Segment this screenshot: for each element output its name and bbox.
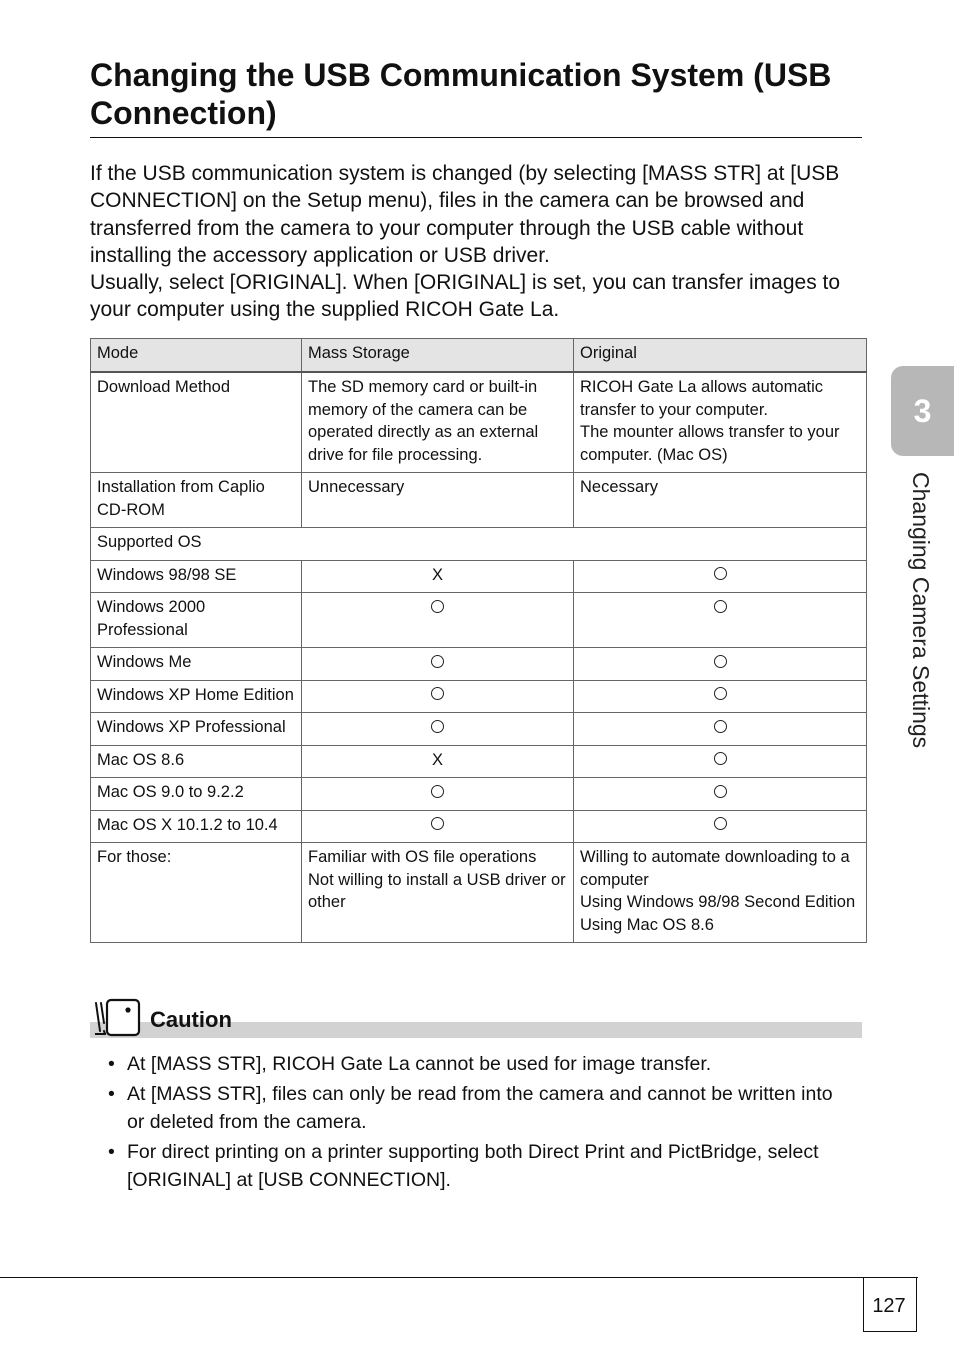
table-row-os xyxy=(91,713,867,746)
mass-storage-support xyxy=(302,745,574,778)
supported-circle-icon xyxy=(714,655,727,668)
supported-circle-icon xyxy=(431,720,444,733)
header-mass-storage: Mass Storage xyxy=(302,339,574,373)
mass-storage-support xyxy=(302,560,574,593)
mass-storage-support xyxy=(302,778,574,811)
os-name: Mac OS X 10.1.2 to 10.4 xyxy=(91,810,302,843)
supported-circle-icon xyxy=(714,720,727,733)
table-row-os xyxy=(91,745,867,778)
mass-storage-support xyxy=(302,648,574,681)
os-name: Windows XP Professional xyxy=(91,713,302,746)
page-title: Changing the USB Communication System (USB Connection) xyxy=(90,57,832,131)
original-support xyxy=(574,745,867,778)
original-support xyxy=(574,560,867,593)
supported-circle-icon xyxy=(431,687,444,700)
table-row-supported-os xyxy=(91,528,867,561)
supported-circle-icon xyxy=(714,752,727,765)
footer-rule xyxy=(0,1277,918,1278)
supported-circle-icon xyxy=(431,785,444,798)
os-name: Windows Me xyxy=(91,648,302,681)
supported-circle-icon xyxy=(714,567,727,580)
original-line: The mounter allows transfer to your computer. (Mac OS) xyxy=(580,423,840,464)
row-label: Download Method xyxy=(91,372,302,473)
caution-label: Caution xyxy=(150,1007,232,1032)
mass-storage-cell: The SD memory card or built-in memory of the camera can be operated directly as an external drive for file processing. xyxy=(302,372,574,473)
os-rows xyxy=(91,560,867,843)
unsupported-mark: X xyxy=(431,565,443,584)
row-label: Installation from Caplio CD-ROM xyxy=(91,473,302,528)
row-label: For those: xyxy=(91,843,302,943)
table-row-os xyxy=(91,560,867,593)
os-name: Windows XP Home Edition xyxy=(91,680,302,713)
usb-mode-comparison-table xyxy=(90,338,867,943)
table-row-download-method xyxy=(91,372,867,473)
mass-storage-support xyxy=(302,680,574,713)
mass-storage-cell: Unnecessary xyxy=(302,473,574,528)
supported-circle-icon xyxy=(431,817,444,830)
supported-circle-icon xyxy=(714,600,727,613)
mass-storage-support xyxy=(302,713,574,746)
caution-list xyxy=(108,1050,848,1196)
supported-os-label: Supported OS xyxy=(91,528,867,561)
page-number: 127 xyxy=(872,1295,906,1317)
supported-circle-icon xyxy=(431,655,444,668)
table-row-installation xyxy=(91,473,867,528)
mass-storage-support xyxy=(302,593,574,648)
original-line: Using Mac OS 8.6 xyxy=(580,915,714,934)
original-line: Willing to automate downloading to a computer xyxy=(580,848,850,889)
os-name: Mac OS 8.6 xyxy=(91,745,302,778)
mass-line: Familiar with OS file operations xyxy=(308,848,537,866)
caution-item: • For direct printing on a printer supporting both Direct Print and PictBridge, select [ORIGINAL] at [USB CONNECTION]. xyxy=(108,1138,848,1195)
caution-item: • At [MASS STR], files can only be read from the camera and cannot be written into or deleted from the camera. xyxy=(108,1080,848,1137)
chapter-tab: 3 xyxy=(891,366,954,456)
original-support xyxy=(574,593,867,648)
table-header-row xyxy=(91,339,867,373)
original-support xyxy=(574,778,867,811)
supported-circle-icon xyxy=(714,687,727,700)
supported-circle-icon xyxy=(714,817,727,830)
original-support xyxy=(574,713,867,746)
table-row-os xyxy=(91,810,867,843)
table-row-os xyxy=(91,593,867,648)
supported-circle-icon xyxy=(431,600,444,613)
mass-storage-cell xyxy=(302,843,574,943)
original-support xyxy=(574,810,867,843)
mass-line: Not willing to install a USB driver or other xyxy=(308,870,566,911)
caution-item: • At [MASS STR], RICOH Gate La cannot be used for image transfer. xyxy=(108,1050,848,1079)
intro-paragraph-1: If the USB communication system is changed (by selecting [MASS STR] at [USB CONNECTION] on the Setup menu), files in the camera can be browsed and transferred from the camera to your computer through the USB cable without installing the accessory application or USB driver. xyxy=(90,162,840,267)
intro-paragraph-2: Usually, select [ORIGINAL]. When [ORIGINAL] is set, you can transfer images to your computer using the supplied RICOH Gate La. xyxy=(90,271,841,322)
table-row-os xyxy=(91,778,867,811)
original-support xyxy=(574,648,867,681)
os-name: Windows 2000 Professional xyxy=(91,593,302,648)
supported-circle-icon xyxy=(714,785,727,798)
caution-icon xyxy=(92,997,144,1039)
original-cell: Necessary xyxy=(574,473,867,528)
unsupported-mark: X xyxy=(431,750,443,769)
os-name: Mac OS 9.0 to 9.2.2 xyxy=(91,778,302,811)
intro-text xyxy=(90,160,865,324)
os-name: Windows 98/98 SE xyxy=(91,560,302,593)
title-divider xyxy=(90,137,862,138)
original-line: Using Windows 98/98 Second Edition xyxy=(580,893,856,911)
header-mode: Mode xyxy=(91,339,302,373)
original-line: RICOH Gate La allows automatic transfer to your computer. xyxy=(580,378,824,419)
original-cell xyxy=(574,372,867,473)
table-row-os xyxy=(91,648,867,681)
mass-storage-support xyxy=(302,810,574,843)
chapter-title: Changing Camera Settings xyxy=(908,472,934,749)
original-cell xyxy=(574,843,867,943)
table-row-for-those xyxy=(91,843,867,943)
original-support xyxy=(574,680,867,713)
header-original: Original xyxy=(574,339,867,373)
table-row-os xyxy=(91,680,867,713)
